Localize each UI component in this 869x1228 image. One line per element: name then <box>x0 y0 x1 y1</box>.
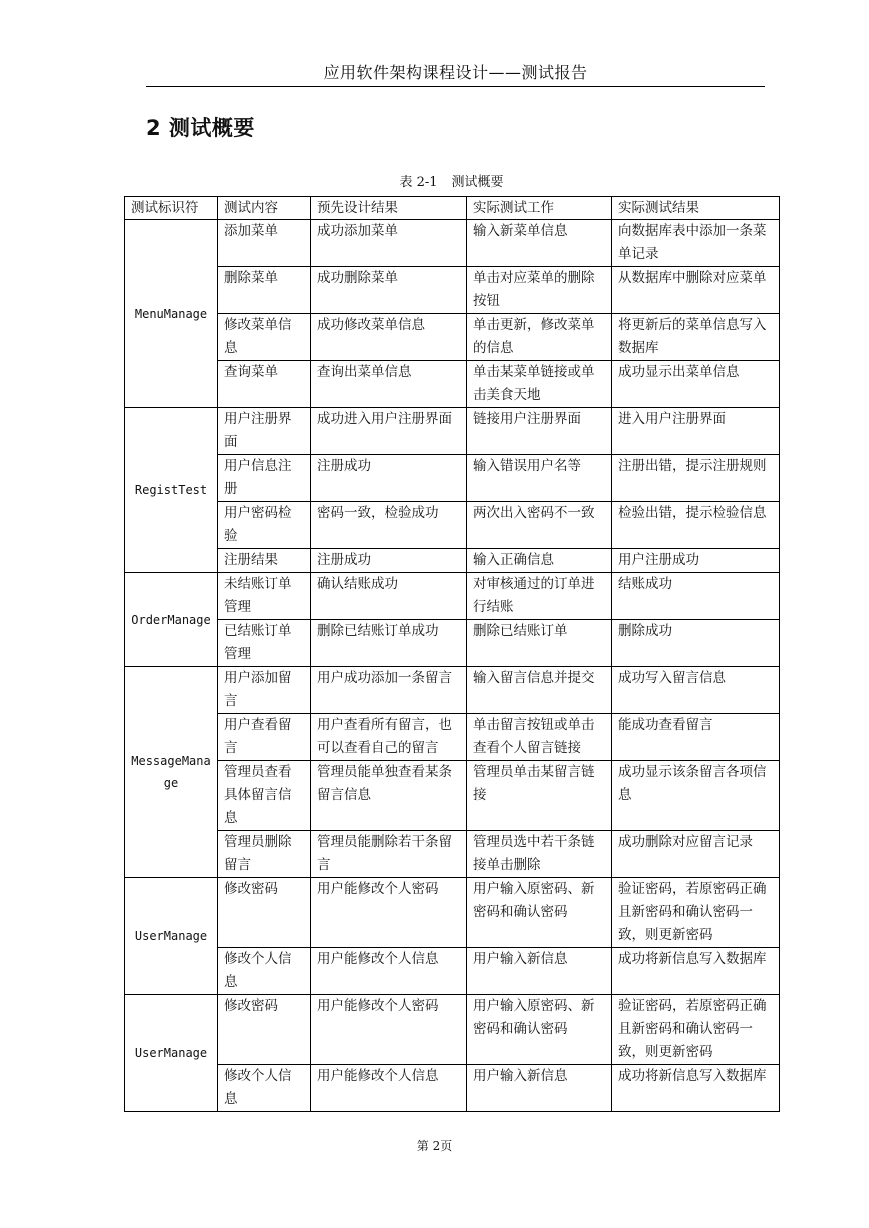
actual-result-cell: 成功将新信息写入数据库 <box>612 948 780 995</box>
actual-result-cell: 将更新后的菜单信息写入数据库 <box>612 314 780 361</box>
actual-result-cell: 从数据库中删除对应菜单 <box>612 267 780 314</box>
table-row <box>125 761 780 831</box>
header-rule <box>146 86 765 87</box>
actual-result-cell: 用户注册成功 <box>612 549 780 573</box>
expected-result-cell: 成功进入用户注册界面 <box>311 408 467 455</box>
test-summary-table <box>124 196 780 1112</box>
actual-work-cell: 对审核通过的订单进行结账 <box>467 573 612 620</box>
section-title: 2 测试概要 <box>146 116 255 140</box>
column-header: 实际测试工作 <box>467 197 612 220</box>
expected-result-cell: 删除已结账订单成功 <box>311 620 467 667</box>
test-content-cell: 修改密码 <box>218 878 311 948</box>
expected-result-cell: 成功删除菜单 <box>311 267 467 314</box>
table-body <box>125 197 780 1112</box>
test-content-cell: 修改菜单信息 <box>218 314 311 361</box>
actual-result-cell: 注册出错，提示注册规则 <box>612 455 780 502</box>
test-content-cell: 用户信息注册 <box>218 455 311 502</box>
test-identifier-cell: MessageManage <box>125 667 218 878</box>
column-header: 测试内容 <box>218 197 311 220</box>
table-header-row <box>125 197 780 220</box>
actual-result-cell: 进入用户注册界面 <box>612 408 780 455</box>
test-content-cell: 注册结果 <box>218 549 311 573</box>
table-row <box>125 502 780 549</box>
test-content-cell: 修改密码 <box>218 995 311 1065</box>
table-row <box>125 714 780 761</box>
test-content-cell: 管理员删除留言 <box>218 831 311 878</box>
table-row <box>125 549 780 573</box>
actual-result-cell: 向数据库表中添加一条菜单记录 <box>612 220 780 267</box>
table-row <box>125 455 780 502</box>
table-caption-number: 表 2-1 <box>399 175 438 190</box>
actual-work-cell: 用户输入原密码、新密码和确认密码 <box>467 878 612 948</box>
actual-work-cell: 输入正确信息 <box>467 549 612 573</box>
expected-result-cell: 用户能修改个人信息 <box>311 948 467 995</box>
expected-result-cell: 管理员能删除若干条留言 <box>311 831 467 878</box>
expected-result-cell: 用户成功添加一条留言 <box>311 667 467 714</box>
actual-work-cell: 输入留言信息并提交 <box>467 667 612 714</box>
actual-result-cell: 成功显示出菜单信息 <box>612 361 780 408</box>
table-row <box>125 1065 780 1112</box>
column-header: 测试标识符 <box>125 197 218 220</box>
expected-result-cell: 确认结账成功 <box>311 573 467 620</box>
expected-result-cell: 注册成功 <box>311 549 467 573</box>
expected-result-cell: 查询出菜单信息 <box>311 361 467 408</box>
actual-work-cell: 用户输入新信息 <box>467 948 612 995</box>
table-row <box>125 573 780 620</box>
actual-work-cell: 单击对应菜单的删除按钮 <box>467 267 612 314</box>
table-row <box>125 620 780 667</box>
actual-work-cell: 两次出入密码不一致 <box>467 502 612 549</box>
actual-work-cell: 单击更新，修改菜单的信息 <box>467 314 612 361</box>
table-row <box>125 361 780 408</box>
column-header: 预先设计结果 <box>311 197 467 220</box>
test-content-cell: 修改个人信息 <box>218 948 311 995</box>
column-header: 实际测试结果 <box>612 197 780 220</box>
test-identifier-cell: OrderManage <box>125 573 218 667</box>
table-caption-text: 测试概要 <box>451 175 504 190</box>
table-row <box>125 995 780 1065</box>
test-content-cell: 已结账订单管理 <box>218 620 311 667</box>
actual-result-cell: 成功写入留言信息 <box>612 667 780 714</box>
actual-work-cell: 链接用户注册界面 <box>467 408 612 455</box>
actual-result-cell: 成功删除对应留言记录 <box>612 831 780 878</box>
actual-work-cell: 管理员选中若干条链接单击删除 <box>467 831 612 878</box>
expected-result-cell: 用户查看所有留言，也可以查看自己的留言 <box>311 714 467 761</box>
test-identifier-cell: MenuManage <box>125 220 218 408</box>
test-content-cell: 管理员查看具体留言信息 <box>218 761 311 831</box>
actual-work-cell: 输入新菜单信息 <box>467 220 612 267</box>
expected-result-cell: 成功修改菜单信息 <box>311 314 467 361</box>
table-row <box>125 667 780 714</box>
page-number: 第 2页 <box>416 1139 453 1153</box>
expected-result-cell: 用户能修改个人密码 <box>311 995 467 1065</box>
actual-result-cell: 结账成功 <box>612 573 780 620</box>
table-row <box>125 267 780 314</box>
actual-work-cell: 管理员单击某留言链接 <box>467 761 612 831</box>
expected-result-cell: 注册成功 <box>311 455 467 502</box>
table-caption <box>124 174 779 192</box>
actual-work-cell: 用户输入新信息 <box>467 1065 612 1112</box>
table-row <box>125 878 780 948</box>
expected-result-cell: 成功添加菜单 <box>311 220 467 267</box>
actual-result-cell: 验证密码，若原密码正确且新密码和确认密码一致，则更新密码 <box>612 995 780 1065</box>
test-content-cell: 用户密码检验 <box>218 502 311 549</box>
actual-work-cell: 单击某菜单链接或单击美食天地 <box>467 361 612 408</box>
actual-result-cell: 删除成功 <box>612 620 780 667</box>
actual-result-cell: 能成功查看留言 <box>612 714 780 761</box>
expected-result-cell: 管理员能单独查看某条留言信息 <box>311 761 467 831</box>
actual-result-cell: 检验出错，提示检验信息 <box>612 502 780 549</box>
expected-result-cell: 用户能修改个人密码 <box>311 878 467 948</box>
test-content-cell: 未结账订单管理 <box>218 573 311 620</box>
test-content-cell: 用户查看留言 <box>218 714 311 761</box>
test-content-cell: 用户注册界面 <box>218 408 311 455</box>
actual-work-cell: 删除已结账订单 <box>467 620 612 667</box>
expected-result-cell: 用户能修改个人信息 <box>311 1065 467 1112</box>
table-row <box>125 948 780 995</box>
actual-result-cell: 验证密码，若原密码正确且新密码和确认密码一致，则更新密码 <box>612 878 780 948</box>
test-content-cell: 用户添加留言 <box>218 667 311 714</box>
actual-work-cell: 用户输入原密码、新密码和确认密码 <box>467 995 612 1065</box>
table-row <box>125 220 780 267</box>
test-identifier-cell: RegistTest <box>125 408 218 573</box>
table-row <box>125 314 780 361</box>
actual-result-cell: 成功显示该条留言各项信息 <box>612 761 780 831</box>
test-content-cell: 删除菜单 <box>218 267 311 314</box>
test-content-cell: 修改个人信息 <box>218 1065 311 1112</box>
expected-result-cell: 密码一致，检验成功 <box>311 502 467 549</box>
table-row <box>125 408 780 455</box>
test-content-cell: 查询菜单 <box>218 361 311 408</box>
test-content-cell: 添加菜单 <box>218 220 311 267</box>
test-identifier-cell: UserManage <box>125 878 218 995</box>
page-header-title: 应用软件架构课程设计——测试报告 <box>323 63 588 82</box>
actual-work-cell: 输入错误用户名等 <box>467 455 612 502</box>
actual-work-cell: 单击留言按钮或单击查看个人留言链接 <box>467 714 612 761</box>
actual-result-cell: 成功将新信息写入数据库 <box>612 1065 780 1112</box>
table-row <box>125 831 780 878</box>
test-identifier-cell: UserManage <box>125 995 218 1112</box>
